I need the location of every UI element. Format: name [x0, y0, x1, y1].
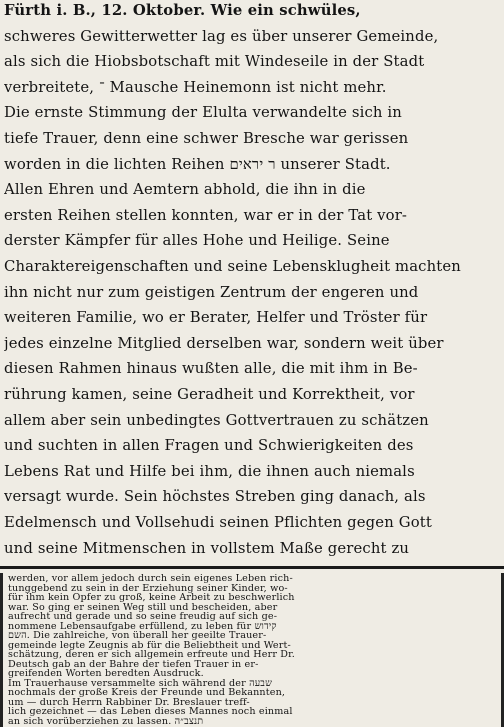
article-text-line: war. So ging er seinen Weg still und bescheiden, aber: [8, 602, 278, 613]
column-divider-rule: [0, 566, 504, 569]
article-text-line: weiteren Familie, wo er Berater, Helfer und Tröster für: [4, 309, 428, 327]
article-text-line: an sich vorüberziehen zu lassen. ‎תנצב״ה: [8, 716, 204, 727]
article-text-line: ersten Reihen stellen konnten, war er in der Tat vor-: [4, 206, 408, 224]
article-text-line: ‎השם. Die zahlreiche, von überall her geeilte Trauer-: [8, 631, 267, 641]
article-lower-column: [0, 570, 504, 727]
article-text-line: versagt wurde. Sein höchstes Streben ging danach, als: [4, 488, 426, 506]
article-text-line: gemeinde legte Zeugnis ab für die Beliebtheit und Wert-: [8, 640, 291, 651]
article-text-line: um — durch Herrn Rabbiner Dr. Breslauer treff-: [8, 697, 250, 708]
article-text-line: allem aber sein unbedingtes Gottvertrauen zu schätzen: [4, 411, 429, 429]
article-text-line: Deutsch gab an der Bahre der tiefen Trauer in er-: [8, 659, 259, 670]
article-text-line: rührung kamen, seine Geradheit und Korrektheit, vor: [4, 386, 415, 403]
article-text-line: werden, vor allem jedoch durch sein eigenes Leben rich-: [8, 574, 293, 584]
article-text-line: ihn nicht nur zum geistigen Zentrum der engeren und: [4, 283, 419, 301]
article-text-line: tiefe Trauer, denn eine schwer Bresche war gerissen: [4, 130, 409, 147]
article-text-line: Allen Ehren und Aemtern abhold, die ihn in die: [4, 181, 366, 199]
article-text-line: Charaktereigenschaften und seine Lebensklugheit machten: [4, 258, 461, 275]
article-text-line: Lebens Rat und Hilfe bei ihm, die ihnen auch niemals: [4, 462, 415, 480]
article-text-line: diesen Rahmen hinaus wußten alle, die mit ihm in Be-: [4, 360, 418, 378]
article-text-line: lich gezeichnet — das Leben dieses Mannes noch einmal: [8, 707, 293, 717]
article-text-line: aufrecht und gerade und so seine freudig auf sich ge-: [8, 612, 278, 622]
article-text-line: Edelmensch und Vollsehudi seinen Pflichten gegen Gott: [4, 514, 432, 531]
article-text-line: und suchten in allen Fragen und Schwierigkeiten des: [4, 437, 414, 455]
article-text-line: greifenden Worten beredten Ausdruck.: [8, 669, 204, 679]
article-text-line: Im Trauerhause versammelte sich während der ‎שבעה: [8, 678, 273, 689]
article-text-line: tunggebend zu sein in der Erziehung seiner Kinder, wo-: [8, 583, 288, 594]
article-text-line: jedes einzelne Mitglied derselben war, sondern weit über: [4, 334, 444, 352]
article-text-line: als sich die Hiobsbotschaft mit Windeseile in der Stadt: [4, 53, 425, 71]
article-text-line: verbreitete, ־ Mausche Heinemonn ist nicht mehr.: [4, 78, 387, 96]
article-text-line: für ihm kein Opfer zu groß, keine Arbeit zu beschwerlich: [8, 593, 295, 603]
article-text-line: Die ernste Stimmung der Elulta verwandelte sich in: [4, 104, 402, 122]
article-text-line: schätzung, deren er sich allgemein erfreute und Herr Dr.: [8, 650, 295, 660]
article-text-line: nommene Lebensaufgabe erfüllend, zu leben für ‎קידוש: [8, 621, 277, 632]
article-text-line: derster Kämpfer für alles Hohe und Heilige. Seine: [4, 232, 390, 250]
article-text-line: und seine Mitmenschen in vollstem Maße gerecht zu: [4, 539, 410, 557]
article-text-line: Fürth i. B., 12. Oktober. Wie ein schwüles,: [4, 2, 361, 19]
article-text-line: schweres Gewitterwetter lag es über unserer Gemeinde,: [4, 27, 439, 45]
article-text-line: nochmals der große Kreis der Freunde und Bekannten,: [8, 688, 286, 698]
article-text-line: worden in die lichten Reihen ‎ר יראים unserer Stadt.: [4, 155, 391, 173]
